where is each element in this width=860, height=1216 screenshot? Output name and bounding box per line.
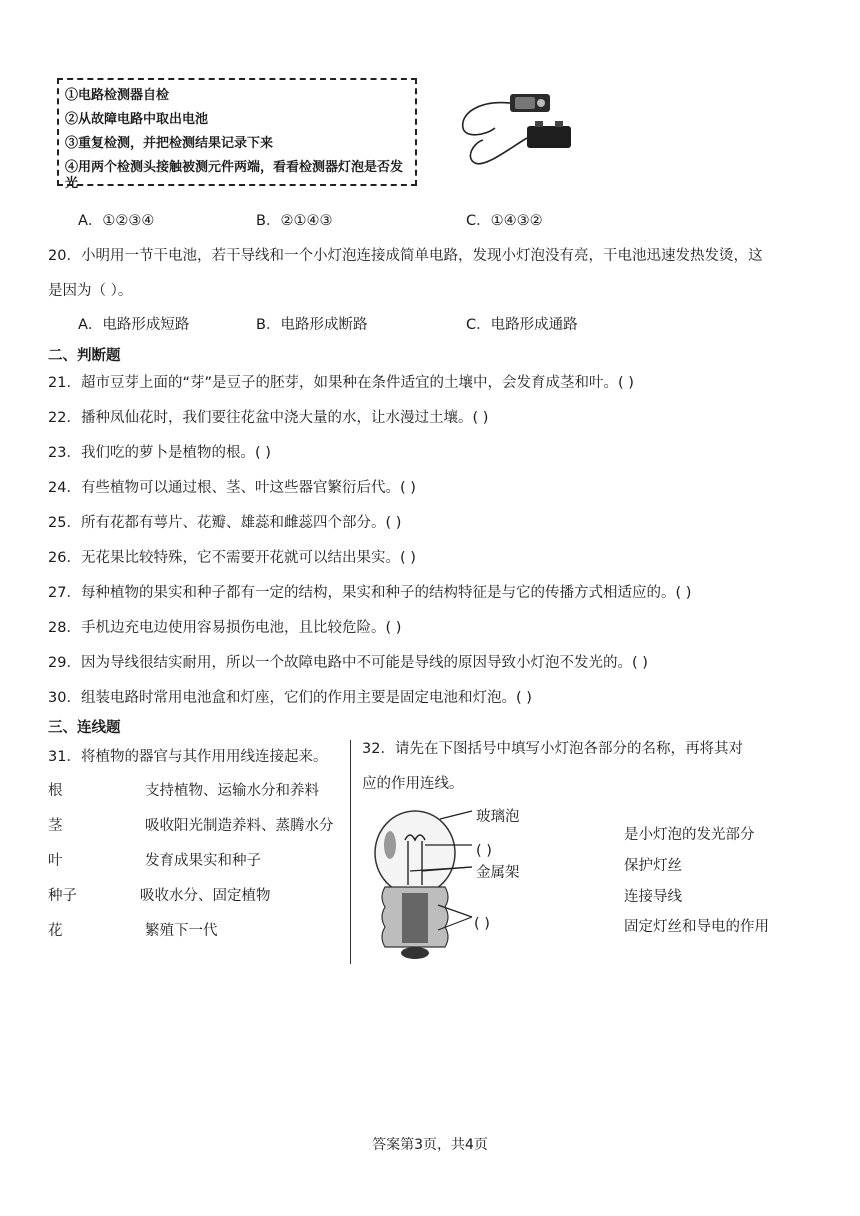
q20-line-1: 20．小明用一节干电池，若干导线和一个小灯泡连接成简单电路，发现小灯泡没有亮，干电池迅速发热发烫，这 [48, 248, 763, 264]
section-2-heading: 二、判断题 [48, 348, 121, 364]
q20-option-b: B．电路形成断路 [256, 317, 368, 333]
judge-27: 27．每种植物的果实和种子都有一定的结构，果实和种子的结构特征是与它的传播方式相适应的。( ) [48, 585, 692, 601]
page-footer: 答案第3页，共4页 [372, 1137, 488, 1153]
q32-label-blank-2: ( ) [474, 916, 490, 932]
q32-prompt-1: 32．请先在下图括号中填写小灯泡各部分的名称，再将其对 [362, 741, 743, 757]
q31-function-3: 发育成果实和种子 [145, 853, 261, 869]
q32-label-glass: 玻璃泡 [476, 809, 520, 825]
q32-function-4: 固定灯丝和导电的作用 [624, 919, 769, 935]
judge-25: 25．所有花都有萼片、花瓣、雄蕊和雌蕊四个部分。( ) [48, 515, 402, 531]
step-1: ①电路检测器自检 [65, 88, 170, 103]
q19-option-c: C．①④③② [466, 213, 543, 229]
q32-function-3: 连接导线 [624, 889, 682, 905]
q32-label-frame: 金属架 [476, 865, 520, 881]
steps-box [57, 78, 417, 191]
q31-organ-1: 根 [48, 783, 63, 799]
step-4: ④用两个检测头接触被测元件两端，看看检测器灯泡是否发光 [65, 160, 404, 191]
judge-26: 26．无花果比较特殊，它不需要开花就可以结出果实。( ) [48, 550, 416, 566]
q19-option-a: A．①②③④ [78, 213, 155, 229]
q31-function-5: 繁殖下一代 [145, 923, 218, 939]
judge-28: 28．手机边充电边使用容易损伤电池，且比较危险。( ) [48, 620, 402, 636]
judge-22: 22．播种凤仙花时，我们要往花盆中浇大量的水，让水漫过土壤。( ) [48, 410, 489, 426]
q32-function-1: 是小灯泡的发光部分 [624, 827, 755, 843]
q20-option-a: A．电路形成短路 [78, 317, 190, 333]
q31-function-4: 吸收水分、固定植物 [140, 888, 271, 904]
column-divider [350, 740, 351, 964]
q19-option-b: B．②①④③ [256, 213, 333, 229]
step-2: ②从故障电路中取出电池 [65, 112, 209, 127]
section-3-heading: 三、连线题 [48, 720, 121, 736]
q32-label-blank-1: ( ) [476, 843, 492, 859]
q31-organ-2: 茎 [48, 818, 63, 834]
judge-24: 24．有些植物可以通过根、茎、叶这些器官繁衍后代。( ) [48, 480, 416, 496]
light-bulb-image [360, 805, 480, 965]
q20-line-2: 是因为（ ）。 [48, 283, 133, 299]
q32-function-2: 保护灯丝 [624, 858, 682, 874]
q31-function-2: 吸收阳光制造养料、蒸腾水分 [145, 818, 334, 834]
judge-30: 30．组装电路时常用电池盒和灯座，它们的作用主要是固定电池和灯泡。( ) [48, 690, 532, 706]
q31-organ-4: 种子 [48, 888, 77, 904]
q31-organ-5: 花 [48, 923, 63, 939]
circuit-tester-image [455, 88, 580, 178]
judge-23: 23．我们吃的萝卜是植物的根。( ) [48, 445, 271, 461]
judge-29: 29．因为导线很结实耐用，所以一个故障电路中不可能是导线的原因导致小灯泡不发光的。( ) [48, 655, 648, 671]
q31-prompt: 31．将植物的器官与其作用用线连接起来。 [48, 749, 328, 765]
q32-prompt-2: 应的作用连线。 [362, 776, 464, 792]
q20-option-c: C．电路形成通路 [466, 317, 578, 333]
q31-organ-3: 叶 [48, 853, 63, 869]
judge-21: 21．超市豆芽上面的“芽”是豆子的胚芽，如果种在条件适宜的土壤中，会发育成茎和叶。( ) [48, 375, 634, 391]
q31-function-1: 支持植物、运输水分和养料 [145, 783, 319, 799]
step-3: ③重复检测，并把检测结果记录下来 [65, 136, 274, 151]
